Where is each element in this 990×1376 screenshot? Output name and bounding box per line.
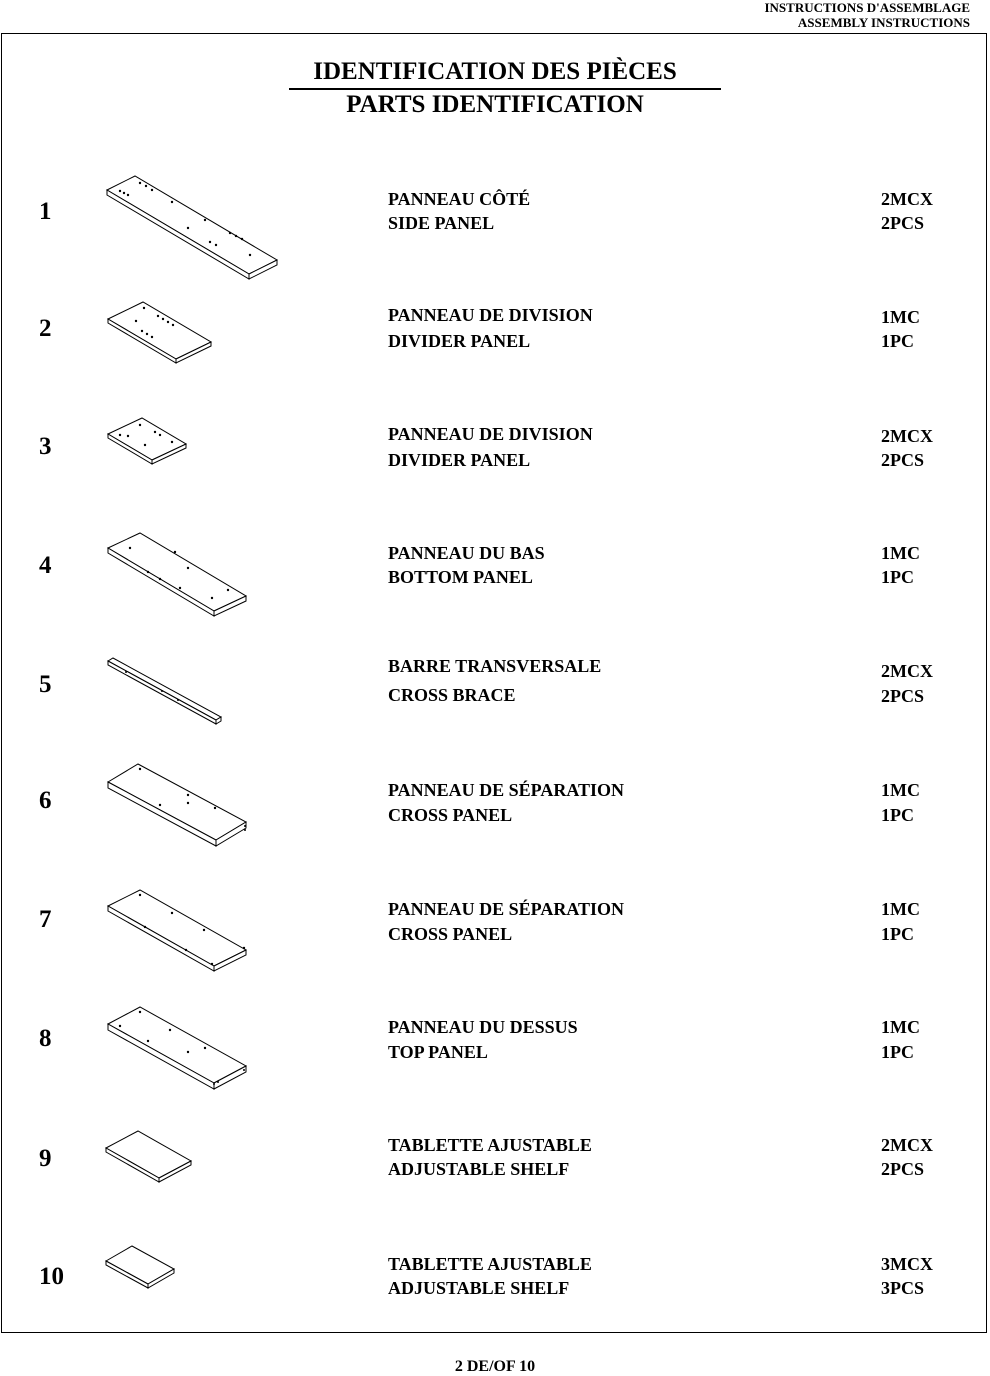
page-number: 2 DE/OF 10 — [454, 1358, 536, 1375]
part-quantity-fr: 1MC — [881, 899, 920, 919]
part-name-en: ADJUSTABLE SHELF — [388, 1159, 570, 1179]
part-row — [0, 1244, 990, 1334]
part-quantity-en: 1PC — [881, 1042, 914, 1062]
page-title-fr: IDENTIFICATION DES PIÈCES — [313, 58, 677, 85]
part-number: 2 — [39, 315, 52, 342]
side-panel-illustration — [100, 170, 290, 280]
part-quantity-fr: 1MC — [881, 543, 920, 563]
part-name-en: SIDE PANEL — [388, 213, 495, 233]
part-row — [0, 170, 990, 260]
part-quantity-fr: 1MC — [881, 780, 920, 800]
bottom-panel-illustration — [100, 530, 260, 630]
part-quantity-fr: 2MCX — [881, 1135, 933, 1155]
part-name-en: CROSS PANEL — [388, 805, 513, 825]
part-row — [0, 654, 990, 744]
part-quantity-en: 2PCS — [881, 686, 925, 706]
top-panel-illustration — [100, 1004, 260, 1104]
part-quantity-fr: 2MCX — [881, 661, 933, 681]
cross-panel-illustration — [100, 760, 260, 860]
part-name-fr: BARRE TRANSVERSALE — [388, 656, 602, 676]
part-quantity-en: 1PC — [881, 567, 914, 587]
part-name-en: TOP PANEL — [388, 1042, 488, 1062]
part-row — [0, 530, 990, 620]
header-title-fr: INSTRUCTIONS D'ASSEMBLAGE — [764, 0, 970, 15]
part-quantity-fr: 2MCX — [881, 189, 933, 209]
adjustable-shelf-illustration — [100, 1244, 200, 1294]
header-title-en: ASSEMBLY INSTRUCTIONS — [797, 15, 970, 30]
part-number: 10 — [39, 1263, 64, 1290]
part-number: 9 — [39, 1145, 52, 1172]
divider-panel-illustration — [100, 298, 220, 368]
part-quantity-en: 2PCS — [881, 450, 925, 470]
part-row — [0, 1004, 990, 1094]
document-header — [764, 0, 970, 30]
part-quantity-fr: 1MC — [881, 307, 920, 327]
part-quantity-fr: 1MC — [881, 1017, 920, 1037]
part-quantity-fr: 2MCX — [881, 426, 933, 446]
part-name-en: ADJUSTABLE SHELF — [388, 1278, 570, 1298]
adjustable-shelf-illustration — [100, 1128, 200, 1188]
part-number: 5 — [39, 671, 52, 698]
part-number: 8 — [39, 1025, 52, 1052]
part-number: 7 — [39, 906, 52, 933]
part-name-fr: PANNEAU DU DESSUS — [388, 1017, 578, 1037]
part-name-fr: PANNEAU DE SÉPARATION — [388, 899, 625, 919]
part-row — [0, 1128, 990, 1218]
part-quantity-en: 2PCS — [881, 213, 925, 233]
part-name-fr: TABLETTE AJUSTABLE — [388, 1135, 592, 1155]
part-row — [0, 416, 990, 506]
part-quantity-en: 1PC — [881, 331, 914, 351]
part-name-fr: TABLETTE AJUSTABLE — [388, 1254, 592, 1274]
cross-panel-illustration — [100, 888, 260, 988]
part-name-fr: PANNEAU CÔTÉ — [388, 189, 531, 209]
part-quantity-en: 1PC — [881, 924, 914, 944]
part-row — [0, 760, 990, 850]
part-name-fr: PANNEAU DE DIVISION — [388, 305, 593, 325]
part-quantity-fr: 3MCX — [881, 1254, 933, 1274]
part-name-en: DIVIDER PANEL — [388, 331, 531, 351]
part-name-en: BOTTOM PANEL — [388, 567, 533, 587]
part-name-en: CROSS BRACE — [388, 685, 516, 705]
part-row — [0, 888, 990, 978]
part-number: 1 — [39, 198, 52, 225]
part-quantity-en: 2PCS — [881, 1159, 925, 1179]
part-quantity-en: 3PCS — [881, 1278, 925, 1298]
part-number: 4 — [39, 552, 52, 579]
part-name-fr: PANNEAU DU BAS — [388, 543, 545, 563]
part-quantity-en: 1PC — [881, 805, 914, 825]
part-name-en: DIVIDER PANEL — [388, 450, 531, 470]
part-name-en: CROSS PANEL — [388, 924, 513, 944]
part-number: 3 — [39, 433, 52, 460]
part-name-fr: PANNEAU DE SÉPARATION — [388, 780, 625, 800]
cross-brace-illustration — [100, 654, 230, 729]
part-name-fr: PANNEAU DE DIVISION — [388, 424, 593, 444]
small-divider-panel-illustration — [100, 416, 200, 476]
part-row — [0, 298, 990, 388]
part-number: 6 — [39, 787, 52, 814]
page-title-en: PARTS IDENTIFICATION — [346, 91, 644, 118]
